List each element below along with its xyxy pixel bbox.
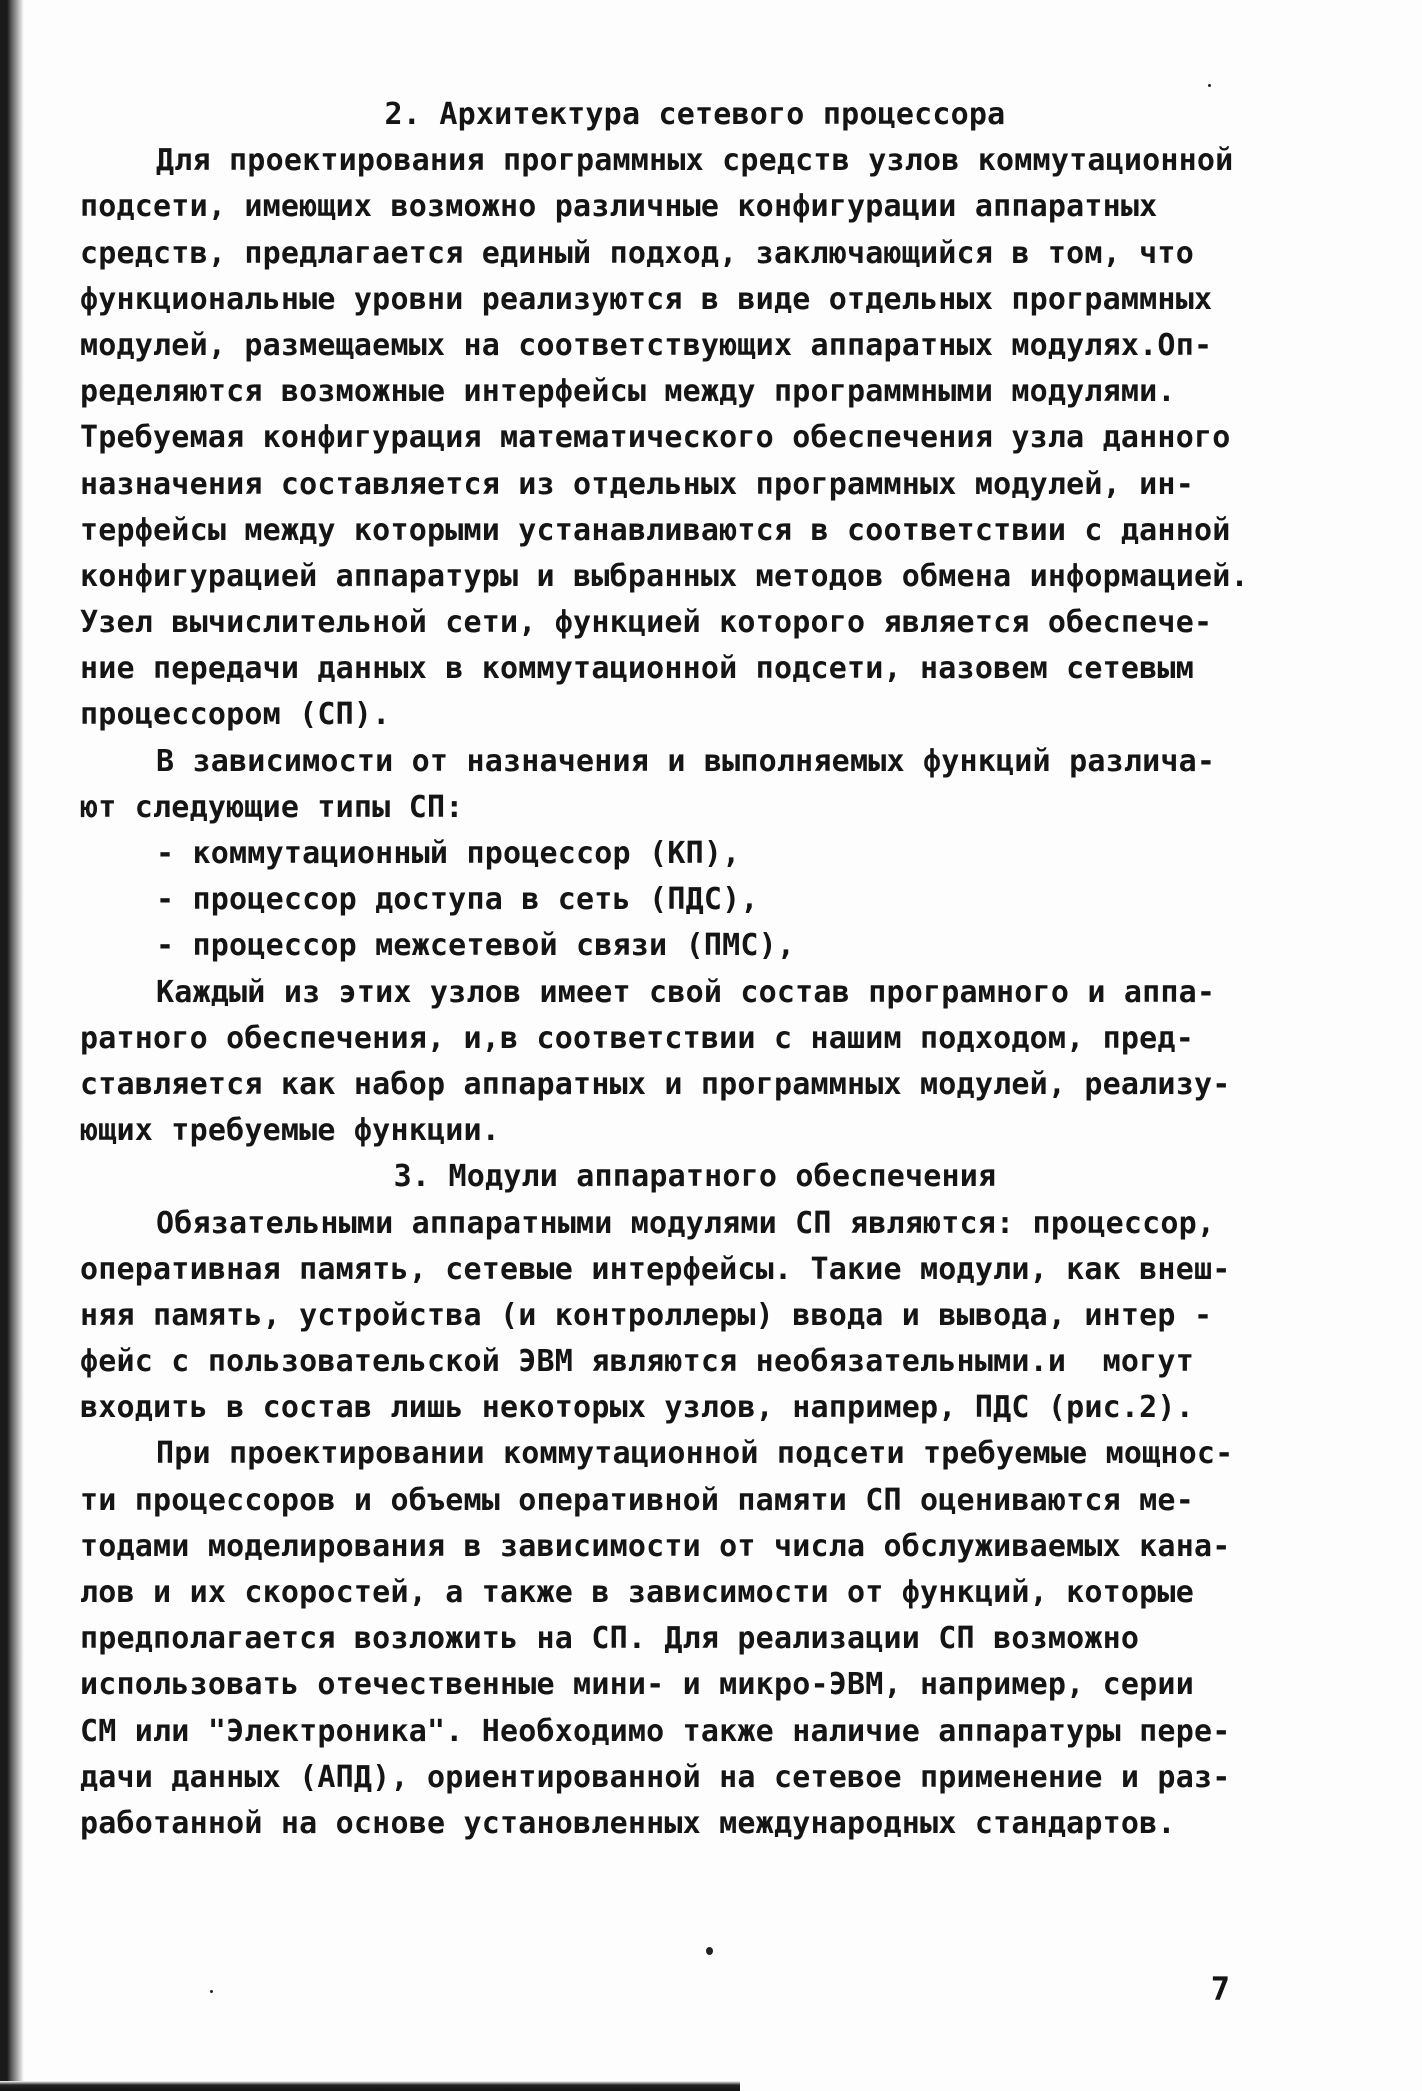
text-line: Требуемая конфигурация математического обеспечения узла данного — [80, 420, 1231, 456]
text-line: оперативная память, сетевые интерфейсы. Такие модули, как внеш- — [80, 1251, 1231, 1287]
text-line: Узел вычислительной сети, функцией которого является обеспече- — [80, 605, 1213, 641]
list-item: - процессор межсетевой связи (ПМС), — [156, 928, 796, 964]
text-line: использовать отечественные мини- и микро-ЭВМ, например, серии — [80, 1667, 1194, 1703]
scan-speck — [1208, 84, 1211, 87]
text-line: При проектировании коммутационной подсети требуемые мощнос- — [156, 1436, 1234, 1472]
section-2-heading: 2. Архитектура сетевого процессора — [384, 97, 1006, 132]
page-number: 7 — [1210, 1970, 1230, 2008]
text-line: назначения составляется из отдельных программных модулей, ин- — [80, 466, 1194, 502]
text-line: ти процессоров и объемы оперативной памяти СП оцениваются ме- — [80, 1482, 1194, 1518]
scan-speck — [210, 1990, 213, 1993]
body-text — [80, 92, 1310, 1847]
text-line: Обязательными аппаратными модулями СП являются: процессор, — [156, 1205, 1216, 1241]
text-line: работанной на основе установленных международных стандартов. — [80, 1805, 1176, 1841]
text-line: конфигурацией аппаратуры и выбранных методов обмена информацией. — [80, 558, 1249, 594]
scan-speck — [706, 1947, 713, 1955]
text-line: СМ или "Электроника". Необходимо также наличие аппаратуры пере- — [80, 1713, 1231, 1749]
text-line: ределяются возможные интерфейсы между программными модулями. — [80, 374, 1176, 410]
text-line: функциональные уровни реализуются в виде отдельных программных — [80, 281, 1213, 317]
text-line: фейс с пользовательской ЭВМ являются необязательными.и могут — [80, 1344, 1194, 1380]
section-3-heading: 3. Модули аппаратного обеспечения — [393, 1159, 997, 1195]
list-item: - коммутационный процессор (КП), — [156, 836, 741, 871]
text-line: предполагается возложить на СП. Для реализации СП возможно — [80, 1621, 1140, 1657]
text-line: подсети, имеющих возможно различные конфигурации аппаратных — [80, 189, 1158, 225]
text-line: Каждый из этих узлов имеет свой состав програмного и аппа- — [156, 974, 1216, 1010]
scan-binding-edge — [0, 0, 24, 2091]
text-line: ставляется как набор аппаратных и программных модулей, реализу- — [80, 1066, 1231, 1102]
text-line: модулей, размещаемых на соответствующих аппаратных модулях.Оп- — [80, 327, 1213, 363]
text-line: В зависимости от назначения и выполняемых функций различа- — [156, 743, 1216, 779]
list-item: - процессор доступа в сеть (ПДС), — [156, 882, 759, 918]
text-line: ние передачи данных в коммутационной подсети, назовем сетевым — [80, 651, 1194, 687]
text-line: лов и их скоростей, а также в зависимости от функций, которые — [80, 1575, 1194, 1610]
text-line: дачи данных (АПД), ориентированной на сетевое применение и раз- — [80, 1759, 1231, 1795]
text-line: ют следующие типы СП: — [80, 789, 464, 825]
text-line: средств, предлагается единый подход, заключающийся в том, что — [80, 235, 1194, 271]
scan-bottom-edge — [0, 2081, 740, 2091]
text-line: входить в состав лишь некоторых узлов, например, ПДС (рис.2). — [80, 1390, 1194, 1426]
text-line: ющих требуемые функции. — [80, 1113, 501, 1149]
text-line: ратного обеспечения, и,в соответствии с нашим подходом, пред- — [80, 1020, 1194, 1056]
text-line: терфейсы между которыми устанавливаются в соответствии с данной — [80, 512, 1231, 548]
text-line: тодами моделирования в зависимости от числа обслуживаемых кана- — [80, 1528, 1231, 1564]
text-line: процессором (СП). — [80, 697, 391, 733]
text-line: Для проектирования программных средств узлов коммутационной — [156, 143, 1234, 179]
text-line: няя память, устройства (и контроллеры) ввода и вывода, интер - — [80, 1297, 1213, 1333]
